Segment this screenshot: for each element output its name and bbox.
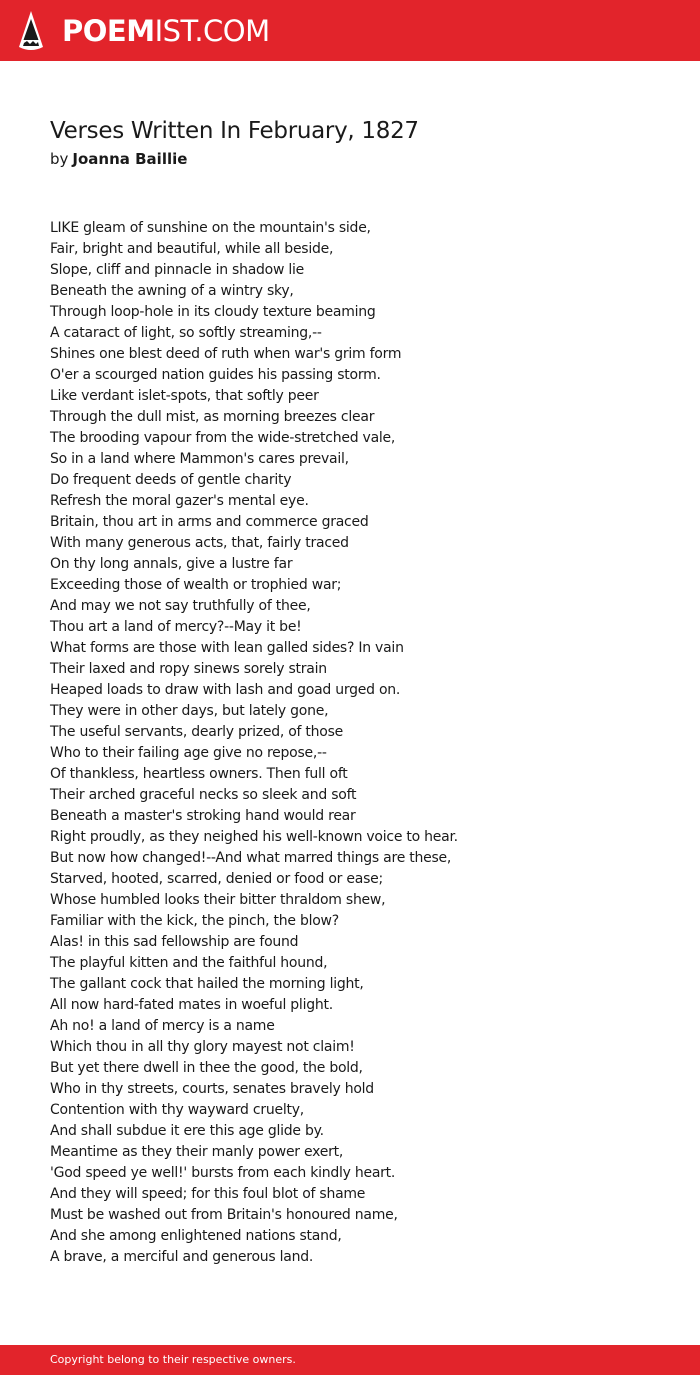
poem-line: And they will speed; for this foul blot of shame	[50, 1186, 366, 1202]
pen-nib-icon[interactable]	[18, 10, 44, 51]
poem-line: And may we not say truthfully of thee,	[50, 598, 311, 614]
poem-line: Their laxed and ropy sinews sorely strain	[50, 661, 327, 677]
poem-line: Must be washed out from Britain's honoured name,	[50, 1207, 398, 1223]
poem-line: The gallant cock that hailed the morning light,	[50, 976, 364, 992]
poem-line: Beneath the awning of a wintry sky,	[50, 283, 294, 299]
poem-line: And she among enlightened nations stand,	[50, 1228, 342, 1244]
poem-body	[50, 218, 670, 1268]
poem-line: Shines one blest deed of ruth when war's grim form	[50, 346, 402, 362]
poem-line: So in a land where Mammon's cares prevail,	[50, 451, 349, 467]
poem-line: The brooding vapour from the wide-stretched vale,	[50, 430, 396, 446]
poem-line: Whose humbled looks their bitter thraldom shew,	[50, 892, 386, 908]
site-header	[0, 0, 700, 61]
poem-line: And shall subdue it ere this age glide by.	[50, 1123, 324, 1139]
poem-line: Starved, hooted, scarred, denied or food or ease;	[50, 871, 383, 887]
brand-bold-text: POEM	[62, 14, 155, 48]
poem-line: Refresh the moral gazer's mental eye.	[50, 493, 309, 509]
poem-line: Britain, thou art in arms and commerce graced	[50, 514, 369, 530]
poem-line: Thou art a land of mercy?--May it be!	[50, 619, 302, 635]
poem-line: Through the dull mist, as morning breezes clear	[50, 409, 375, 425]
poem-line: But yet there dwell in thee the good, the bold,	[50, 1060, 363, 1076]
poem-line: Slope, cliff and pinnacle in shadow lie	[50, 262, 305, 278]
poem-line: Through loop-hole in its cloudy texture beaming	[50, 304, 376, 320]
site-logo-text[interactable]	[62, 12, 270, 50]
poem-line: Beneath a master's stroking hand would rear	[50, 808, 356, 824]
poem-line: Familiar with the kick, the pinch, the blow?	[50, 913, 339, 929]
poem-line: Right proudly, as they neighed his well-known voice to hear.	[50, 829, 458, 845]
poem-line: Ah no! a land of mercy is a name	[50, 1018, 275, 1034]
poem-line: Contention with thy wayward cruelty,	[50, 1102, 304, 1118]
poem-line: LIKE gleam of sunshine on the mountain's side,	[50, 220, 371, 236]
poem-line: The playful kitten and the faithful hound,	[50, 955, 328, 971]
poem-line: Like verdant islet-spots, that softly peer	[50, 388, 319, 404]
poem-line: Their arched graceful necks so sleek and soft	[50, 787, 357, 803]
poem-line: Do frequent deeds of gentle charity	[50, 472, 292, 488]
poem-author: Joanna Baillie	[72, 150, 188, 168]
by-label: by	[50, 150, 69, 168]
poem-line: They were in other days, but lately gone,	[50, 703, 329, 719]
poem-line: Alas! in this sad fellowship are found	[50, 934, 299, 950]
poem-line: Which thou in all thy glory mayest not claim!	[50, 1039, 355, 1055]
poem-title: Verses Written In February, 1827	[50, 118, 419, 144]
poem-line: A cataract of light, so softly streaming,--	[50, 325, 322, 341]
site-footer	[0, 1345, 700, 1375]
poem-byline	[50, 148, 187, 170]
poem-line: Exceeding those of wealth or trophied war;	[50, 577, 342, 593]
poem-line: O'er a scourged nation guides his passing storm.	[50, 367, 381, 383]
poem-line: What forms are those with lean galled sides? In vain	[50, 640, 404, 656]
poem-line: The useful servants, dearly prized, of those	[50, 724, 344, 740]
poem-line: Fair, bright and beautiful, while all beside,	[50, 241, 334, 257]
poem-line: All now hard-fated mates in woeful plight.	[50, 997, 333, 1013]
poem-line: Who in thy streets, courts, senates bravely hold	[50, 1081, 374, 1097]
poem-line: Of thankless, heartless owners. Then full oft	[50, 766, 348, 782]
poem-line: 'God speed ye well!' bursts from each kindly heart.	[50, 1165, 396, 1181]
footer-copyright: Copyright belong to their respective owners.	[50, 1353, 296, 1366]
poem-line: On thy long annals, give a lustre far	[50, 556, 293, 572]
poem-line: With many generous acts, that, fairly traced	[50, 535, 349, 551]
poem-line: Meantime as they their manly power exert,	[50, 1144, 344, 1160]
poem-line: Who to their failing age give no repose,--	[50, 745, 327, 761]
poem-line: Heaped loads to draw with lash and goad urged on.	[50, 682, 401, 698]
brand-light-text: IST.COM	[154, 14, 270, 48]
poem-line: A brave, a merciful and generous land.	[50, 1249, 314, 1265]
poem-line: But now how changed!--And what marred things are these,	[50, 850, 452, 866]
